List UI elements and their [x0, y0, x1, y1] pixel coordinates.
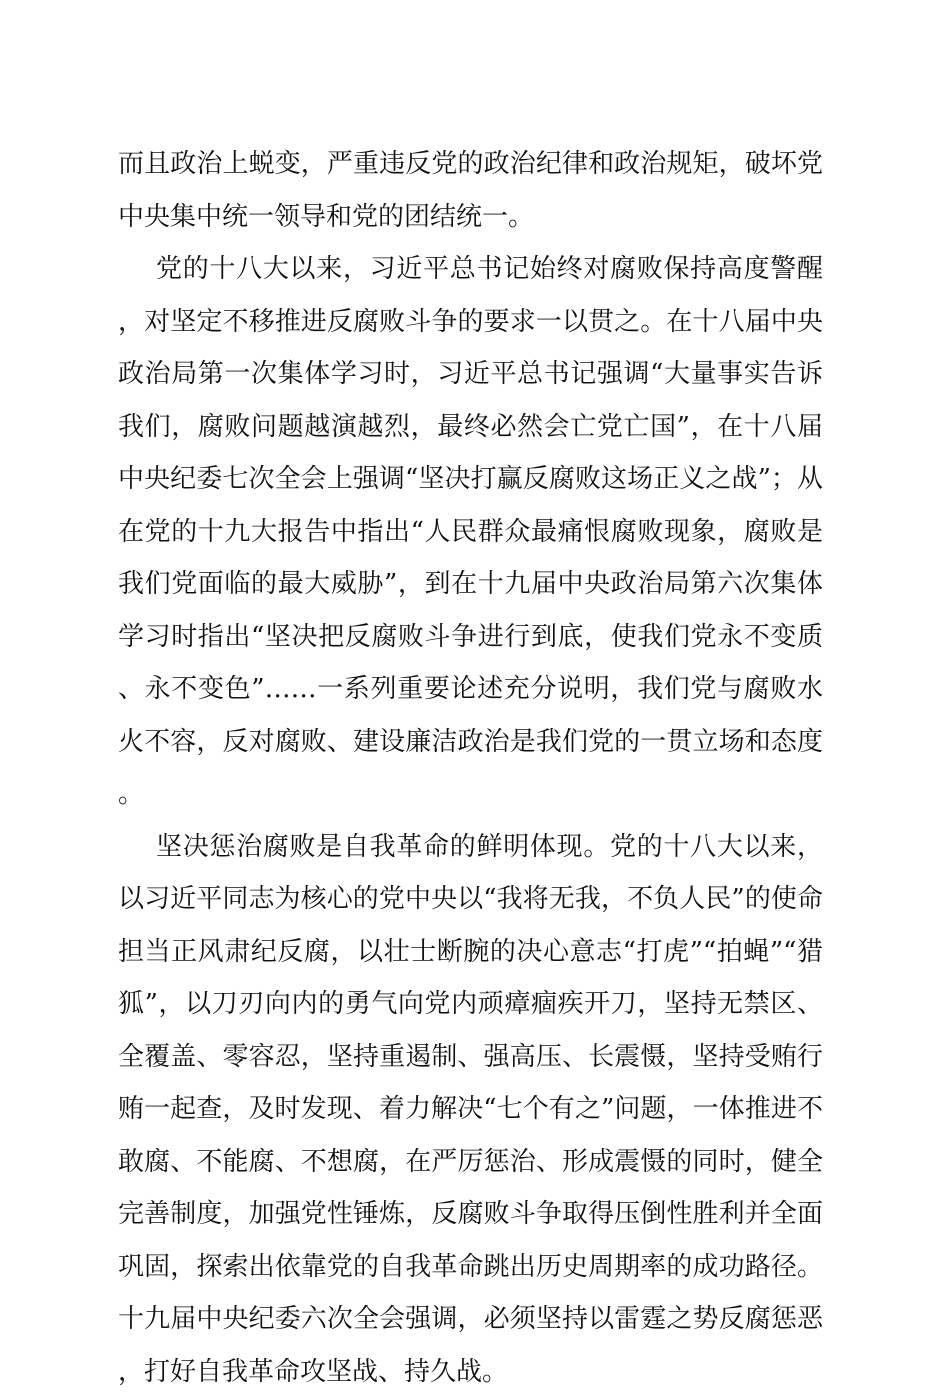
document-page	[118, 138, 823, 1398]
paragraph-continuation: 而且政治上蜕变，严重违反党的政治纪律和政治规矩，破坏党中央集中统一领导和党的团结统一。	[118, 138, 823, 243]
paragraph-anti-corruption-stance: 党的十八大以来，习近平总书记始终对腐败保持高度警醒，对坚定不移推进反腐败斗争的要求一以贯之。在十八届中央政治局第一次集体学习时，习近平总书记强调“大量事实告诉我们，腐败问题越演越烈，最终必然会亡党亡国”，在十八届中央纪委七次全会上强调“坚决打赢反腐败这场正义之战”；从在党的十九大报告中指出“人民群众最痛恨腐败现象，腐败是我们党面临的最大威胁”，到在十九届中央政治局第六次集体学习时指出“坚决把反腐败斗争进行到底，使我们党永不变质、永不变色”……一系列重要论述充分说明，我们党与腐败水火不容，反对腐败、建设廉洁政治是我们党的一贯立场和态度。	[118, 243, 823, 821]
paragraph-self-revolution: 坚决惩治腐败是自我革命的鲜明体现。党的十八大以来，以习近平同志为核心的党中央以“我将无我，不负人民”的使命担当正风肃纪反腐，以壮士断腕的决心意志“打虎”“拍蝇”“猎狐”，以刀刃向内的勇气向党内顽瘴痼疾开刀，坚持无禁区、全覆盖、零容忍，坚持重遏制、强高压、长震慑，坚持受贿行贿一起查，及时发现、着力解决“七个有之”问题，一体推进不敢腐、不能腐、不想腐，在严厉惩治、形成震慑的同时，健全完善制度，加强党性锤炼，反腐败斗争取得压倒性胜利并全面巩固，探索出依靠党的自我革命跳出历史周期率的成功路径。十九届中央纪委六次全会强调，必须坚持以雷霆之势反腐惩恶，打好自我革命攻坚战、持久战。	[118, 821, 823, 1398]
